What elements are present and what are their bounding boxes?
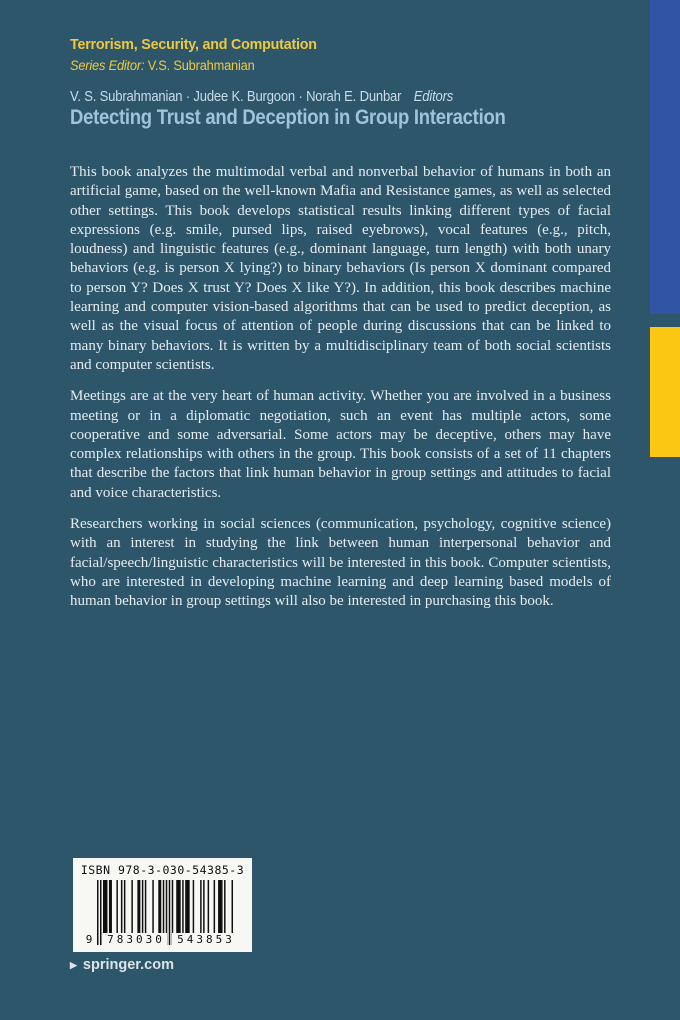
authors-line <box>70 89 453 105</box>
series-title: Terrorism, Security, and Computation <box>70 36 317 53</box>
publisher-website: springer.com <box>82 957 174 973</box>
back-cover-description <box>70 163 611 624</box>
series-color-stripe <box>650 0 680 314</box>
series-color-square <box>650 327 680 457</box>
series-editor-line <box>70 58 255 73</box>
description-paragraph: Meetings are at the very heart of human activity. Whether you are involved in a business meeting or in a diplomatic negotiation, such an event has multiple actors, some cooperative and some adversarial. Some actors may be deceptive, others may have complex relationships with others in the group. This book consists of a set of 11 chapters that describe the factors that link human behavior in group settings and attitudes to facial and voice characteristics. <box>70 388 611 501</box>
isbn-barcode-box <box>73 858 252 952</box>
description-paragraph: Researchers working in social sciences (communication, psychology, cognitive science) with an interest in studying the link between human interpersonal behavior and facial/speech/linguistic characteristics will be interested in this book. Computer scientists, who are interested in developing machine learning and deep learning based models of human behavior in group settings will also be interested in purchasing this book. <box>70 516 611 610</box>
barcode-digit-group: 783030 <box>102 933 167 946</box>
editors-label: Editors <box>413 89 454 105</box>
description-paragraph: This book analyzes the multimodal verbal and nonverbal behavior of humans in both an artificial game, based on the well-known Mafia and Resistance games, as well as selected other settings. This book develops statistical results linking different types of facial expressions (e.g. smile, pursed lips, raised eyebrows), vocal features (e.g., pitch, loudness) and linguistic features (e.g., dominant language, turn length) with both unary behaviors (e.g. is person X lying?) to binary behaviors (Is person X dominant compared to person Y? Does X trust Y? Does X like Y?). In addition, this book describes machine learning and computer vision-based algorithms that can be used to predict deception, as well as the visual focus of attention of people during discussions that can be linked to many binary behaviors. It is written by a multidisciplinary team of both social scientists and computer scientists. <box>70 164 611 373</box>
arrow-icon: ▶ <box>70 960 77 970</box>
isbn-label: ISBN 978-3-030-54385-3 <box>80 863 245 877</box>
barcode-digit-group: 543853 <box>172 933 237 946</box>
series-editor-label: Series Editor: <box>70 58 145 73</box>
authors-names: V. S. Subrahmanian · Judee K. Burgoon · Norah E. Dunbar <box>70 89 402 105</box>
publisher-website-line <box>70 957 174 973</box>
barcode-digit-group: 9 <box>83 933 95 946</box>
book-title: Detecting Trust and Deception in Group Interaction <box>70 106 506 129</box>
series-editor-name: V.S. Subrahmanian <box>147 58 255 73</box>
ean13-barcode <box>83 880 243 947</box>
